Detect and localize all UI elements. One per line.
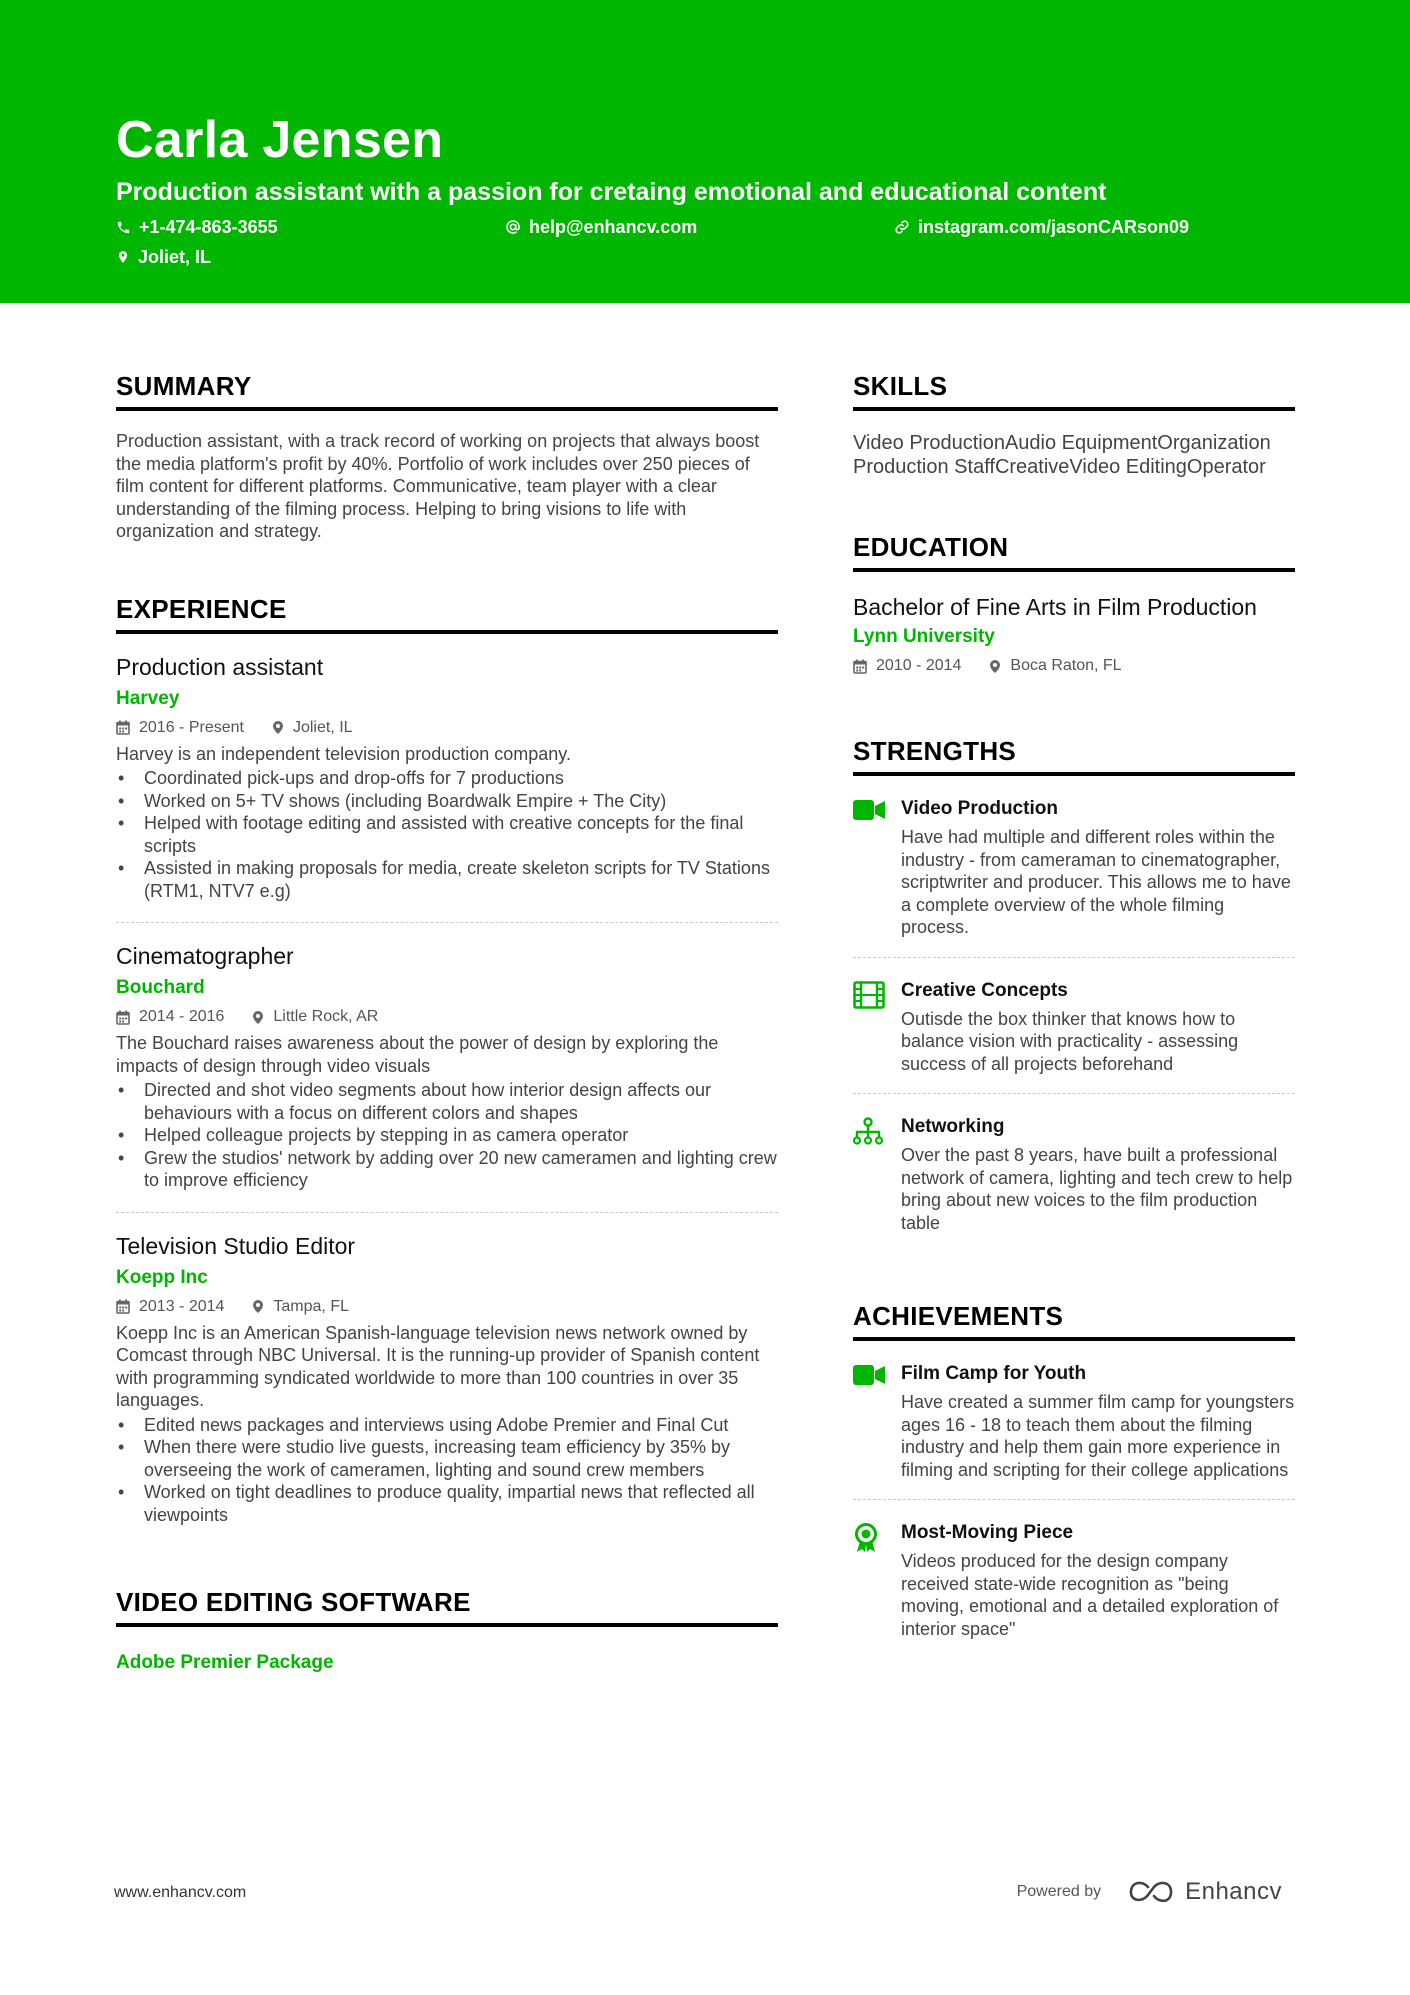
left-column (116, 370, 778, 1724)
right-column (853, 370, 1295, 1708)
strength-title: Creative Concepts (901, 979, 1068, 1001)
job-description: Koepp Inc is an American Spanish-language television news network owned by Comcast through NBC Universal. It is the running-up provider of Spanish content with programming syndicated worldwide to more than 100 countries in over 35 languages. (116, 1322, 760, 1410)
bullet-item: • Worked on tight deadlines to produce quality, impartial news that reflected all viewpoints (116, 1481, 778, 1526)
calendar-icon (116, 1299, 130, 1314)
phone-icon (116, 220, 131, 235)
achievements-title: ACHIEVEMENTS (853, 1300, 1295, 1341)
film-strip-icon (853, 981, 885, 1009)
location-pin-icon (989, 659, 1001, 674)
location-pin-icon (252, 1010, 264, 1025)
at-icon (505, 219, 521, 235)
strength-title: Networking (901, 1116, 1005, 1137)
link-icon (894, 219, 910, 235)
candidate-name: Carla Jensen (116, 111, 444, 169)
job-entry (116, 1213, 778, 1547)
bullet-item: • Directed and shot video segments about how interior design affects our behaviours with a focus on different colors and shapes (116, 1079, 778, 1124)
candidate-tagline: Production assistant with a passion for cretaing emotional and educational content (116, 178, 1107, 206)
calendar-icon (116, 720, 130, 735)
contact-phone (116, 215, 278, 239)
education-title: EDUCATION (853, 531, 1295, 572)
enhancv-logo-icon (1127, 1879, 1175, 1905)
job-entry (116, 634, 778, 924)
software-section (116, 1586, 778, 1674)
achievements-section (853, 1300, 1295, 1658)
job-role: Production assistant (116, 653, 324, 680)
video-camera-icon (853, 1364, 885, 1386)
bullet-item: • Coordinated pick-ups and drop-offs for 7 productions (116, 767, 778, 790)
bullet-item: • Assisted in making proposals for media, create skeleton scripts for TV Stations (RTM1, NTV7 e.g) (116, 857, 778, 902)
job-company: Bouchard (116, 977, 205, 998)
resume-header (0, 0, 1410, 303)
bullet-item: • Worked on 5+ TV shows (including Boardwalk Empire + The City) (116, 790, 778, 813)
location-pin-icon (252, 1299, 264, 1314)
education-section (853, 531, 1295, 677)
bullet-item: • Grew the studios' network by adding over 20 new cameramen and lighting crew to improve efficiency (116, 1147, 778, 1192)
experience-title: EXPERIENCE (116, 593, 778, 634)
job-location: Tampa, FL (273, 1297, 349, 1315)
skills-line: Video ProductionAudio EquipmentOrganization (853, 432, 1271, 454)
job-meta (116, 1006, 778, 1028)
bullet-item: • When there were studio live guests, increasing team efficiency by 35% by overseeing the work of cameramen, lighting and sound crew members (116, 1436, 778, 1481)
contact-location (116, 245, 211, 269)
brand-name[interactable]: Enhancv (1185, 1878, 1282, 1905)
job-dates: 2013 - 2014 (139, 1297, 225, 1315)
education-meta (853, 655, 1295, 677)
skills-section (853, 370, 1295, 479)
experience-section (116, 593, 778, 1547)
achievement-description: Videos produced for the design company received state-wide recognition as "being moving, emotional and a detailed exploration of interior space" (901, 1551, 1279, 1639)
job-bullets (116, 767, 778, 902)
strength-description: Over the past 8 years, have built a professional network of camera, lighting and tech crew to help bring about new voices to the film production table (901, 1145, 1293, 1233)
strength-description: Have had multiple and different roles within the industry - from cameraman to cinematographer, scriptwriter and producer. This allows me to have a complete overview of the whole filming process. (901, 827, 1291, 937)
job-bullets (116, 1414, 778, 1527)
job-location: Joliet, IL (292, 718, 353, 736)
job-company: Harvey (116, 687, 180, 709)
education-location: Boca Raton, FL (1010, 657, 1122, 674)
job-meta (116, 717, 778, 739)
video-camera-icon (853, 799, 885, 821)
achievement-title: Most-Moving Piece (901, 1522, 1074, 1543)
job-description: The Bouchard raises awareness about the power of design by exploring the impacts of design through video visuals (116, 1033, 719, 1076)
summary-section (116, 370, 778, 543)
calendar-icon (853, 659, 867, 674)
bullet-item: • Edited news packages and interviews using Adobe Premier and Final Cut (116, 1414, 778, 1437)
strength-item (853, 958, 1295, 1095)
footer-brand (1017, 1878, 1282, 1906)
strength-title: Video Production (901, 798, 1058, 819)
skills-list (853, 431, 1295, 479)
strengths-section (853, 735, 1295, 1252)
job-dates: 2014 - 2016 (139, 1008, 225, 1025)
email-link[interactable]: help@enhancv.com (529, 217, 698, 237)
job-role: Television Studio Editor (116, 1232, 356, 1259)
location-pin-icon (116, 249, 130, 265)
bullet-item: • Helped colleague projects by stepping in as camera operator (116, 1124, 778, 1147)
education-school: Lynn University (853, 626, 995, 647)
contact-email (505, 215, 697, 239)
education-degree: Bachelor of Fine Arts in Film Production (853, 594, 1257, 620)
job-description: Harvey is an independent television production company. (116, 743, 571, 764)
job-dates: 2016 - Present (139, 718, 244, 736)
achievement-title: Film Camp for Youth (901, 1363, 1087, 1384)
calendar-icon (116, 1010, 130, 1025)
location-pin-icon (272, 720, 284, 735)
education-dates: 2010 - 2014 (876, 657, 962, 674)
skills-line: Production StaffCreativeVideo EditingOperator (853, 456, 1266, 478)
contact-link (894, 215, 1189, 239)
skills-title: SKILLS (853, 370, 1295, 411)
summary-title: SUMMARY (116, 370, 778, 411)
job-entry (116, 923, 778, 1213)
network-icon (853, 1117, 883, 1145)
job-bullets (116, 1079, 778, 1192)
footer-url[interactable]: www.enhancv.com (114, 1884, 247, 1901)
summary-text: Production assistant, with a track record of working on projects that always boost the media platform's profit by 40%. Portfolio of work includes over 250 pieces of film content for different platforms. Communicative, team player with a clear understanding of the filming process. Helping to bring visions to life with organization and strategy. (116, 431, 760, 541)
bullet-item: • Helped with footage editing and assisted with creative concepts for the final scripts (116, 812, 778, 857)
phone-text: +1-474-863-3655 (139, 217, 278, 237)
job-location: Little Rock, AR (273, 1008, 379, 1025)
profile-link[interactable]: instagram.com/jasonCARson09 (918, 217, 1190, 237)
award-ribbon-icon (853, 1523, 879, 1553)
software-title: VIDEO EDITING SOFTWARE (116, 1586, 778, 1627)
achievement-description: Have created a summer film camp for youngsters ages 16 - 18 to teach them about the filming industry and help them gain more experience in filming and scripting for their college applications (901, 1392, 1295, 1480)
job-role: Cinematographer (116, 943, 294, 969)
software-item: Adobe Premier Package (116, 1652, 334, 1673)
strengths-title: STRENGTHS (853, 735, 1295, 776)
job-company: Koepp Inc (116, 1266, 208, 1288)
location-text: Joliet, IL (138, 247, 212, 267)
achievement-item (853, 1500, 1295, 1658)
job-meta (116, 1296, 778, 1318)
strength-item (853, 776, 1295, 958)
strength-description: Outisde the box thinker that knows how to balance vision with practicality - assessing success of all projects beforehand (901, 1008, 1239, 1074)
achievement-item (853, 1341, 1295, 1500)
strength-item (853, 1094, 1295, 1252)
powered-by-text: Powered by (1016, 1883, 1102, 1900)
